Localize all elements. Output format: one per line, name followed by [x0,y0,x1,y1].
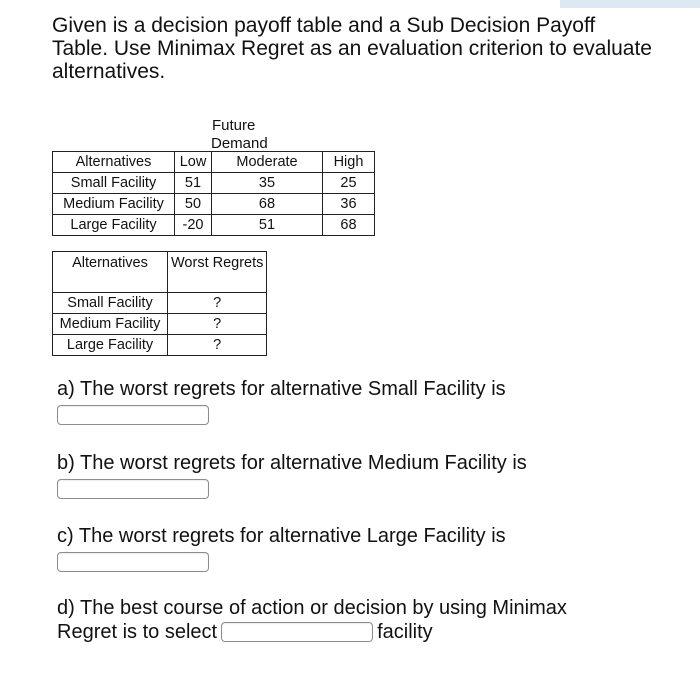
table-row [53,194,375,215]
cell-value: ? [168,293,267,314]
question-d-prefix: Regret is to select [57,621,218,643]
table-row [53,173,375,194]
question-c: c) The worst regrets for alternative Large Facility is [57,525,506,547]
question-d-line1: d) The best course of action or decision by using Minimax [57,597,567,619]
table-row [53,215,375,236]
question-b: b) The worst regrets for alternative Medium Facility is [57,452,527,474]
group-header-future: Future [212,117,256,134]
cell-value: 68 [212,194,323,215]
col-header-alternatives: Alternatives [53,152,175,173]
top-accent-bar [560,0,700,8]
row-label: Medium Facility [53,194,175,215]
row-label: Large Facility [53,335,168,356]
question-d [57,596,657,644]
question-d-suffix: facility [377,621,433,643]
row-label: Medium Facility [53,314,168,335]
col-header-high: High [323,152,375,173]
table-row [53,335,267,356]
table-row [53,293,267,314]
answer-a-input[interactable] [57,405,209,425]
cell-value: 51 [212,215,323,236]
answer-d-input[interactable] [221,622,373,642]
col-header-moderate: Moderate [212,152,323,173]
group-header-demand: Demand [211,135,268,152]
problem-statement: Given is a decision payoff table and a Sub Decision Payoff Table. Use Minimax Regret as an evaluation criterion to evaluate alternatives. [52,14,652,83]
col-header-worst-regrets: Worst Regrets [168,252,267,293]
regret-header-row [53,252,267,293]
cell-value: 50 [175,194,212,215]
row-label: Large Facility [53,215,175,236]
answer-b-input[interactable] [57,479,209,499]
cell-value: -20 [175,215,212,236]
row-label: Small Facility [53,293,168,314]
cell-value: 35 [212,173,323,194]
regret-table [52,251,267,356]
cell-value: ? [168,335,267,356]
table-row [53,314,267,335]
question-a: a) The worst regrets for alternative Small Facility is [57,378,506,400]
row-label: Small Facility [53,173,175,194]
col-header-alternatives: Alternatives [53,252,168,293]
cell-value: ? [168,314,267,335]
col-header-low: Low [175,152,212,173]
cell-value: 36 [323,194,375,215]
cell-value: 25 [323,173,375,194]
answer-c-input[interactable] [57,552,209,572]
cell-value: 51 [175,173,212,194]
cell-value: 68 [323,215,375,236]
question-d-line2 [57,620,657,644]
payoff-header-row [53,152,375,173]
payoff-table [52,151,375,236]
